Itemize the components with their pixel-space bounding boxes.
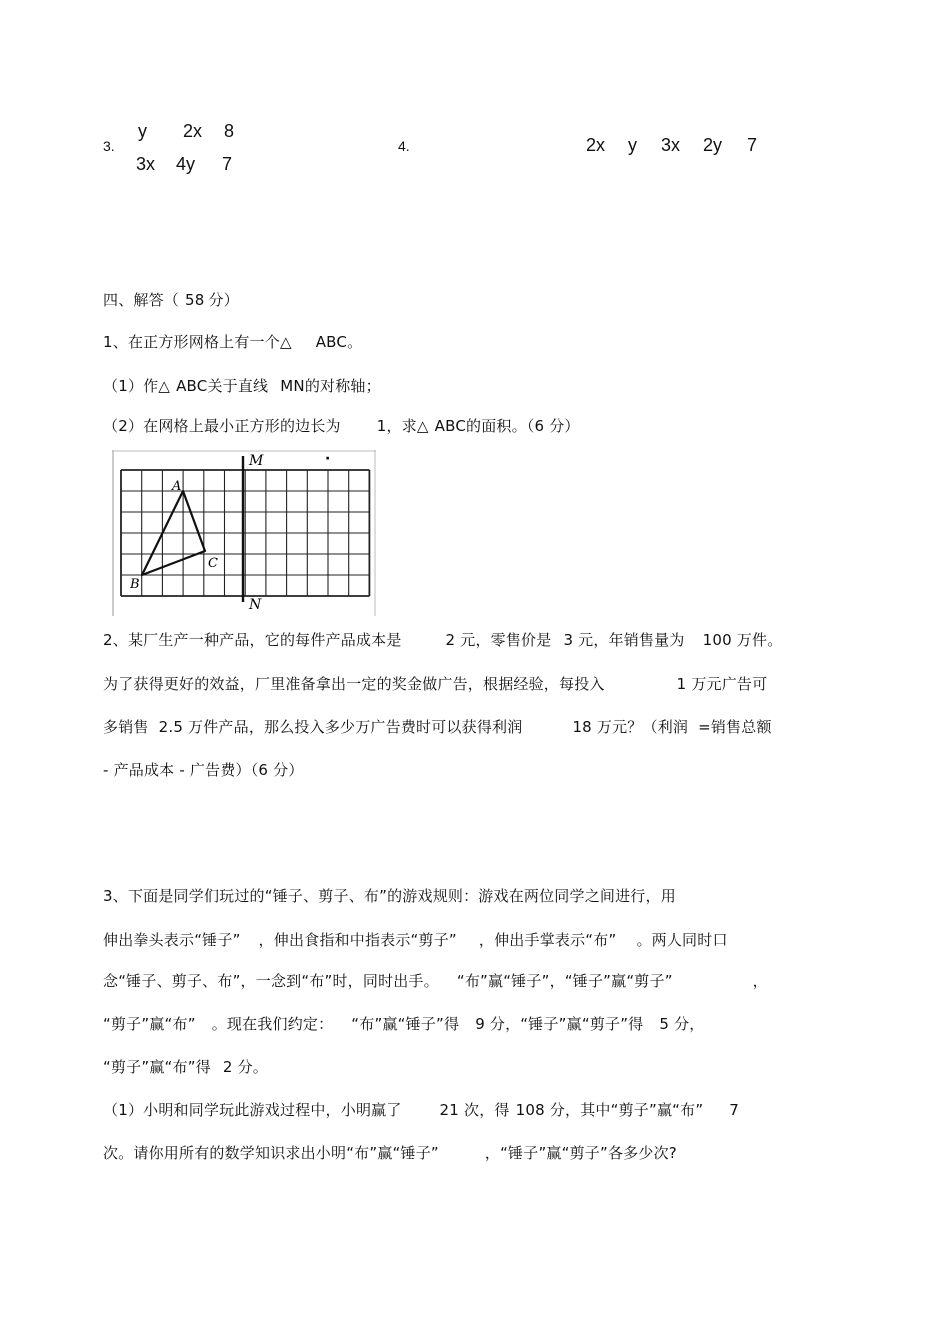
q2-line4: - 产品成本 - 广告费）（6 分） bbox=[103, 761, 304, 779]
figure-dot: · bbox=[325, 451, 331, 467]
q3-line2: 伸出拳头表示“锤子” ，伸出食指和中指表示“剪子” ，伸出手掌表示“布” 。两人同时口 bbox=[103, 931, 728, 949]
q1-part1: （1）作△ ABC关于直线 MN的对称轴； bbox=[103, 377, 381, 395]
q3-sub2: 次。请你用所有的数学知识求出小明“布”赢“锤子” ，“锤子”赢“剪子”各多少次? bbox=[103, 1144, 677, 1162]
eq4-term4: 2y bbox=[703, 135, 723, 155]
eq4-term3: 3x bbox=[661, 135, 681, 155]
grid-figure bbox=[112, 450, 376, 616]
q3-line3: 念“锤子、剪子、布”，一念到“布”时，同时出手。 “布”赢“锤子”，“锤子”赢“剪子” ， bbox=[103, 972, 768, 990]
eq3-row1-term3: 8 bbox=[224, 121, 235, 141]
q3-line1: 3、下面是同学们玩过的“锤子、剪子、布”的游戏规则：游戏在两位同学之间进行，用 bbox=[103, 887, 676, 905]
eq3-row1-term1: y bbox=[138, 121, 147, 141]
q3-line5: “剪子”赢“布”得 2 分。 bbox=[103, 1058, 269, 1076]
section-title: 四、解答（ 58 分） bbox=[103, 291, 239, 309]
q2-line1: 2、某厂生产一种产品，它的每件产品成本是 2 元，零售价是 3 元，年销售量为 100 万件。 bbox=[103, 631, 783, 649]
label-a: A bbox=[172, 479, 182, 494]
eq3-row2-term3: 7 bbox=[222, 154, 233, 174]
label-m: M bbox=[249, 453, 264, 469]
eq4-term5: 7 bbox=[747, 135, 758, 155]
label-c: C bbox=[208, 556, 218, 571]
eq4-term1: 2x bbox=[586, 135, 606, 155]
eq3-row2-term1: 3x bbox=[136, 154, 156, 174]
q2-line2: 为了获得更好的效益，厂里准备拿出一定的奖金做广告，根据经验，每投入 1 万元广告可 bbox=[103, 675, 768, 693]
q3-line4: “剪子”赢“布” 。现在我们约定： “布”赢“锤子”得 9 分，“锤子”赢“剪子”得 5 分， bbox=[103, 1015, 705, 1033]
problem-4-number: 4. bbox=[398, 138, 410, 154]
eq4-term2: y bbox=[628, 135, 637, 155]
q1-intro: 1、在正方形网格上有一个△ ABC。 bbox=[103, 333, 363, 351]
label-b: B bbox=[130, 577, 140, 592]
eq3-row1-term2: 2x bbox=[183, 121, 203, 141]
q1-part2: （2）在网格上最小正方形的边长为 1，求△ ABC的面积。（6 分） bbox=[103, 417, 580, 435]
label-n: N bbox=[249, 597, 262, 613]
grid-lines bbox=[121, 470, 369, 596]
eq3-row2-term2: 4y bbox=[176, 154, 196, 174]
problem-3-number: 3. bbox=[103, 138, 115, 154]
q2-line3: 多销售 2.5 万件产品，那么投入多少万广告费时可以获得利润 18 万元？（利润 =销售总额 bbox=[103, 718, 772, 736]
q3-sub1: （1）小明和同学玩此游戏过程中，小明赢了 21 次，得 108 分，其中“剪子”赢“布” 7 bbox=[103, 1101, 740, 1119]
